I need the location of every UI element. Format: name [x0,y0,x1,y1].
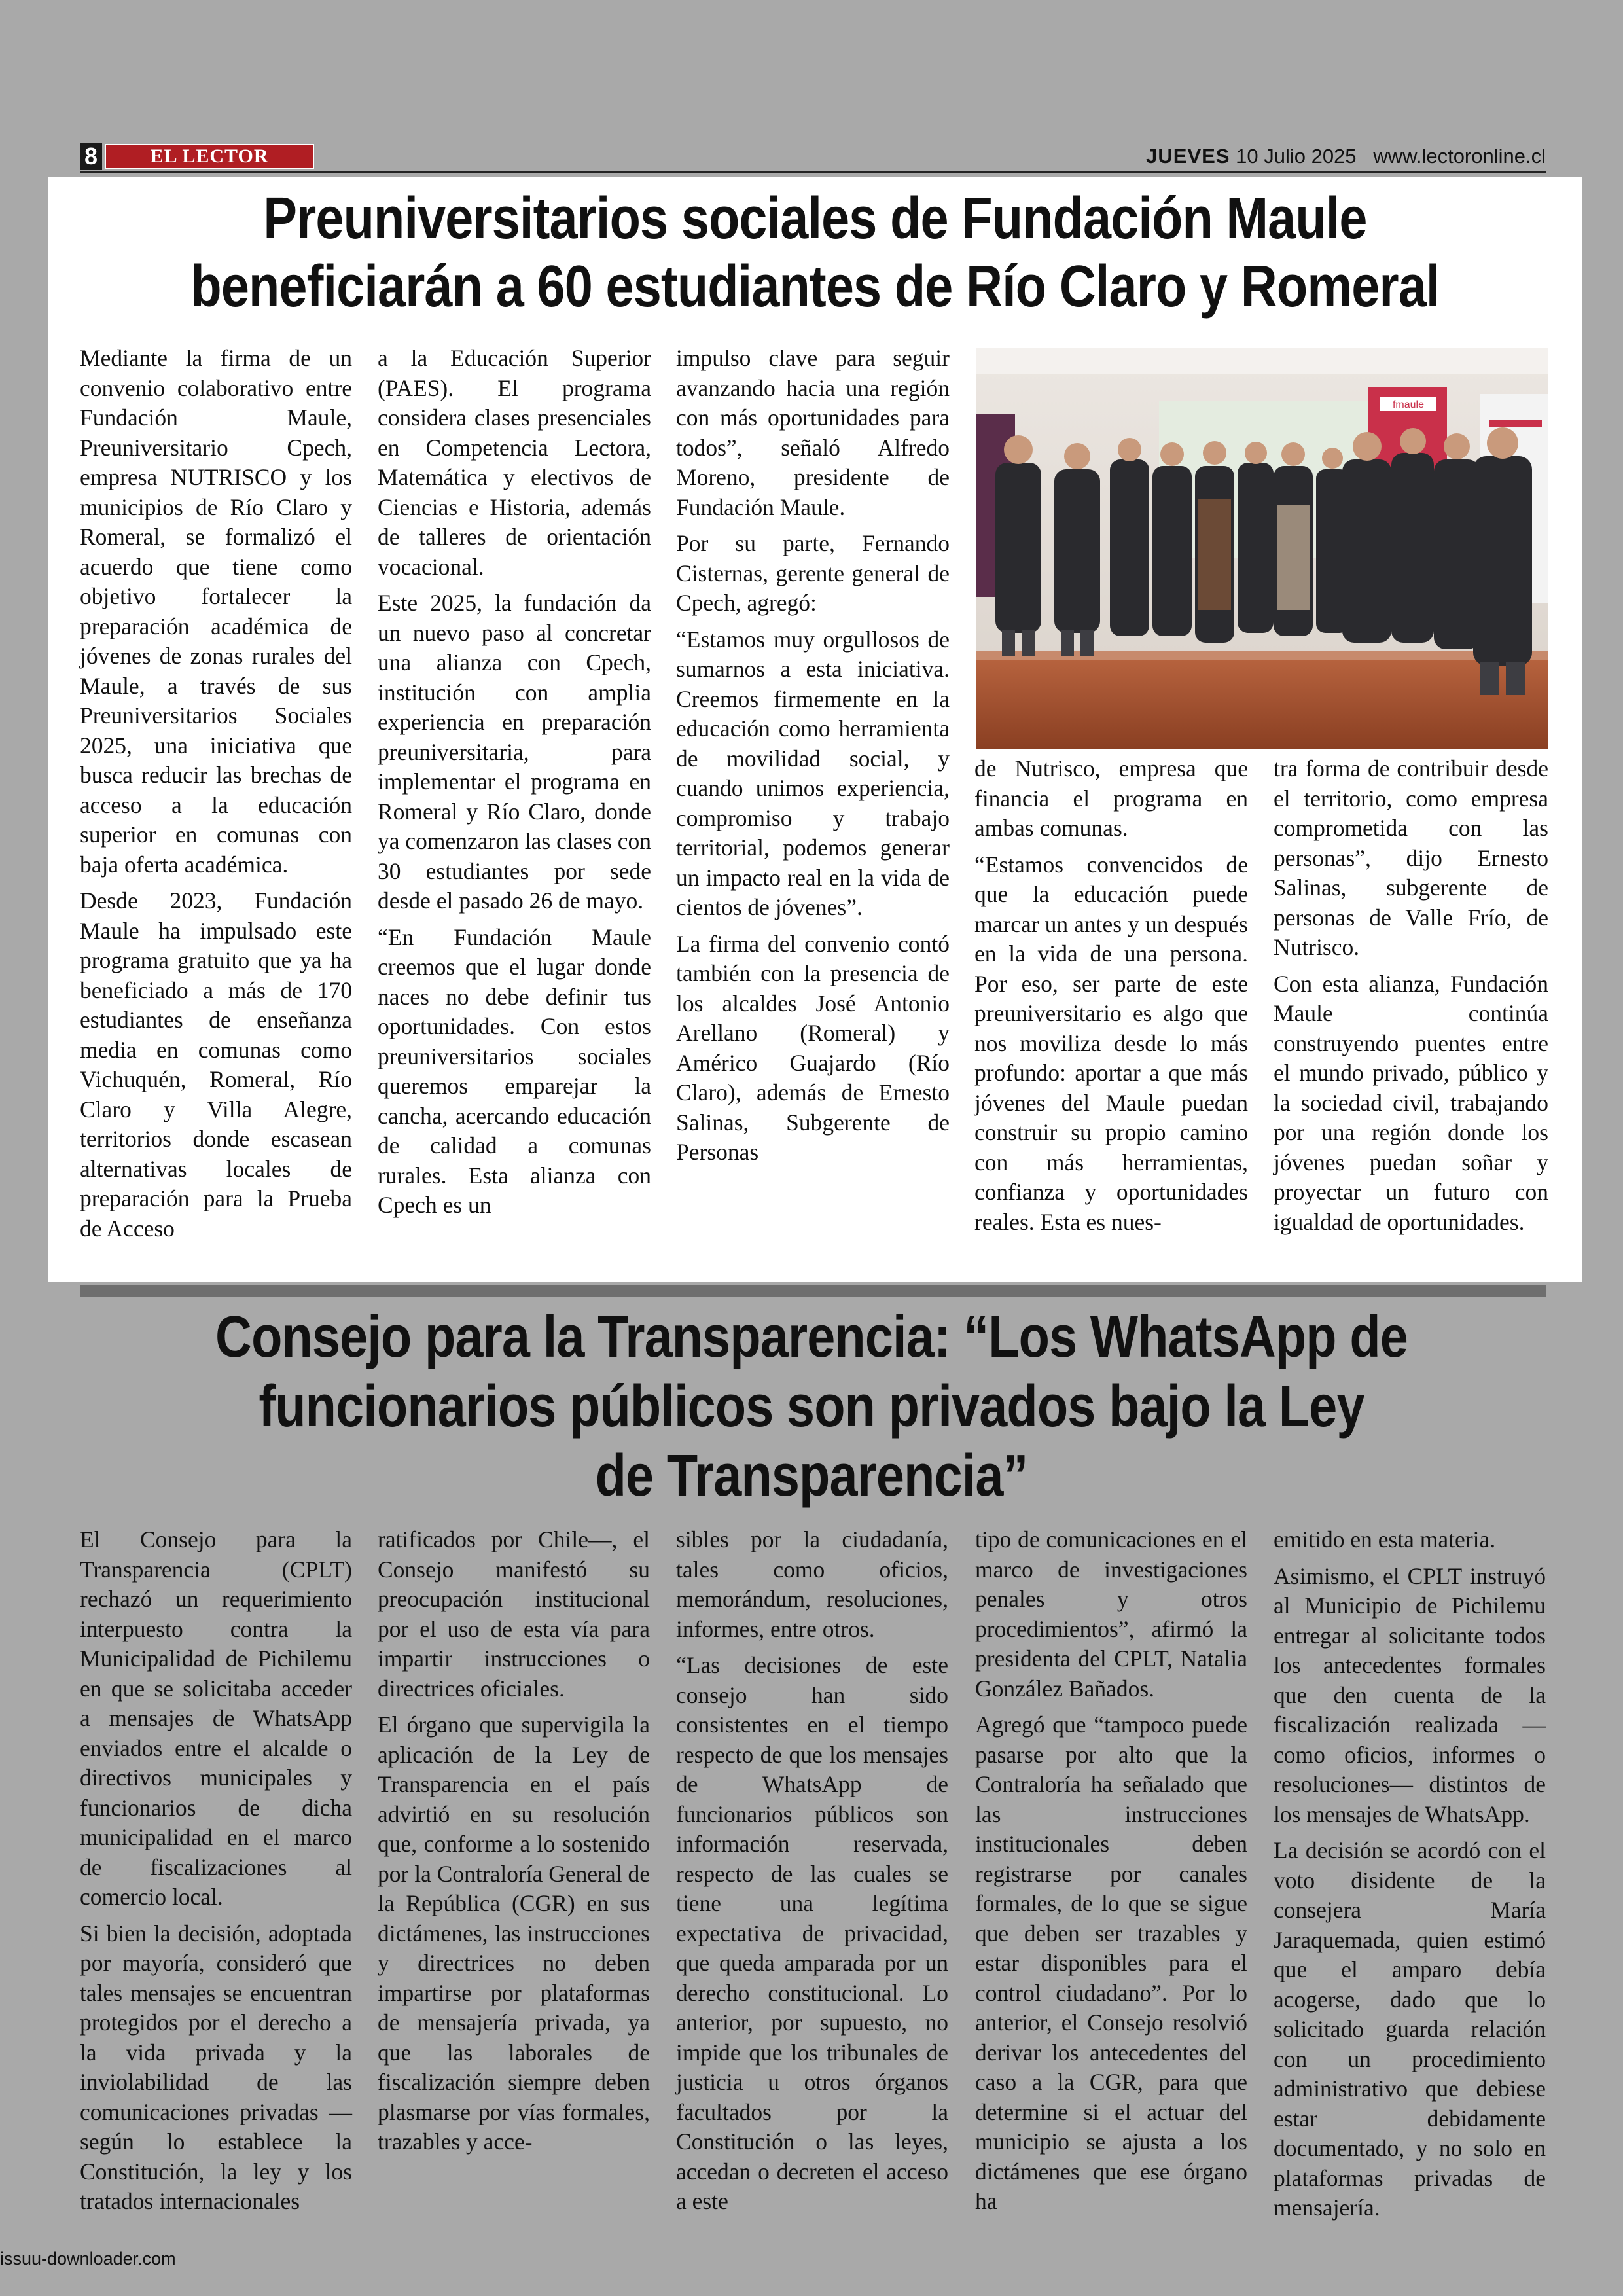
website-link[interactable]: www.lectoronline.cl [1373,145,1546,168]
paragraph: sibles por la ciudadanía, tales como oficios, memorándum, resoluciones, informes, entre otros. [676,1526,948,1642]
paragraph: Agregó que “tampoco puede pasarse por alto que la Contraloría ha señalado que las instrucciones institucionales deben registrarse por canales formales, de lo que se sigue que deben ser trazables y estar disponibles para el control ciudadano”. Por lo anterior, el Consejo resolvió derivar los antecedentes del caso a la CGR, para que determine si el actuar del municipio se ajusta a los dictámenes que ese órgano ha [975,1712,1247,2214]
article2-headline-line3: de Transparencia” [595,1443,1028,1509]
paragraph: La firma del convenio contó también con la presencia de los alcaldes José Antonio Arellano (Romeral) y Américo Guajardo (Río Claro), además de Ernesto Salinas, Subgerente de Personas [676,930,950,1165]
article1-headline-line2: beneficiarán a 60 estudiantes de Río Claro y Romeral [190,254,1440,319]
masthead [80,143,1546,173]
paragraph: tra forma de contribuir desde el territorio, como empresa comprometida con las personas”, dijo Ernesto Salinas, subgerente de personas de Valle Frío, de Nutrisco. [1274,755,1548,960]
paragraph: El órgano que supervigila la aplicación de la Ley de Transparencia en el país advirtió en su resolución que, conforme a lo sostenido por la Contraloría General de la República (CGR) en sus dictámenes, las instrucciones y directrices no deben impartirse por plataformas de mensajería privada, ya que las laborales de fiscalización siempre deben plasmarse por vías formales, trazables y acce- [378,1712,650,2155]
article2-headline-line1: Consejo para la Transparencia: “Los WhatsApp de [215,1304,1408,1370]
article1-column-1 [80,344,352,1244]
page-number: 8 [80,143,102,170]
paragraph: “Las decisiones de este consejo han sido consistentes en el tiempo respecto de que los mensajes de WhatsApp de funcionarios públicos son información reservada, respecto de las cuales se tiene una legítima expectativa de privacidad, que queda amparada por un derecho constitucional. Lo anterior, por supuesto, no impide que los tribunales de justicia u otros órganos facultados por la Constitución o las leyes, accedan o decreten el acceso a este [676,1652,948,2214]
paragraph: Mediante la firma de un convenio colaborativo entre Fundación Maule, Preuniversitario Cpech, empresa NUTRISCO y los municipios de Río Claro y Romeral, se formalizó el acuerdo que tiene como objetivo fortalecer la preparación académica de jóvenes de zonas rurales del Maule, a través de sus Preuniversitarios Sociales 2025, una iniciativa que busca reducir las brechas de acceso a la educación superior en comunas con baja oferta académica. [80,345,352,878]
article2-column-1 [80,1525,352,2217]
issue-day: JUEVES [1146,145,1230,168]
date-line [1146,143,1546,170]
paragraph: La decisión se acordó con el voto disidente de la consejera María Jaraquemada, quien estimó que el amparo debía acogerse, dado que lo solicitado guarda relación con un procedimiento administrativo que debiese estar debidamente documentado, y no solo en plataformas privadas de mensajería. [1274,1837,1546,2221]
banner-text: fmaule [1392,399,1425,410]
paragraph: “Estamos muy orgullosos de sumarnos a esta iniciativa. Creemos firmemente en la educación como herramienta de movilidad social, y cuando unimos experiencia, compromiso y trabajo territorial, podemos generar un impacto real en la vida de cientos de jóvenes”. [676,626,950,920]
paragraph: El Consejo para la Transparencia (CPLT) rechazó un requerimiento interpuesto contra la Municipalidad de Pichilemu en que se solicitaba acceder a mensajes de WhatsApp enviados entre el alcalde o directivos municipales y funcionarios de dicha municipalidad en el marco de fiscalizaciones al comercio local. [80,1526,352,1910]
paragraph: Desde 2023, Fundación Maule ha impulsado este programa gratuito que ya ha beneficiado a más de 170 estudiantes de enseñanza media en comunas como Vichuquén, Romeral, Río Claro y Villa Alegre, territorios donde escasean alternativas locales de preparación para la Prueba de Acceso [80,888,352,1242]
article1-headline [155,185,1475,321]
article2-column-2 [378,1525,650,2157]
banner-stand [1380,397,1436,411]
watermark: issuu-downloader.com [0,2249,176,2269]
paragraph: emitido en esta materia. [1274,1526,1496,1552]
section-divider [80,1285,1546,1297]
issue-date: 10 Julio 2025 [1236,145,1357,168]
paragraph: ratificados por Chile—, el Consejo manifestó su preocupación institucional por el uso de esta vía para impartir instrucciones o directrices oficiales. [378,1526,650,1702]
article1-column-5 [1274,754,1548,1237]
paragraph: a la Educación Superior (PAES). El programa considera clases presenciales en Competencia Lectora, Matemática y electivos de Ciencias e Historia, además de talleres de orientación vocacional. [378,345,651,580]
article2-column-4 [975,1525,1247,2217]
article2-column-3 [676,1525,948,2217]
paragraph: impulso clave para seguir avanzando hacia una región con más oportunidades para todos”, señaló Alfredo Moreno, presidente de Fundación Maule. [676,345,950,520]
article2-headline [114,1302,1510,1511]
article2-column-5 [1274,1525,1546,2223]
newspaper-logo: EL LECTOR [105,144,314,169]
paragraph: Asimismo, el CPLT instruyó al Municipio de Pichilemu entregar al solicitante todos los antecedentes formales que den cuenta de la fiscalización realizada —como oficios, informes o resoluciones— distintos de los mensajes de WhatsApp. [1274,1562,1546,1827]
article1-column-3 [676,344,950,1168]
article1-column-4 [974,754,1248,1237]
article2-headline-line2: funcionarios públicos son privados bajo la Ley [259,1374,1364,1439]
group-photo-image [976,348,1548,749]
paragraph: Con esta alianza, Fundación Maule continúa construyendo puentes entre el mundo privado, público y la sociedad civil, trabajando por una región donde los jóvenes puedan soñar y proyectar un futuro con igualdad de oportunidades. [1274,970,1548,1235]
paragraph: Si bien la decisión, adoptada por mayoría, consideró que tales mensajes se encuentran protegidos por el derecho a la vida privada y la inviolabilidad de las comunicaciones privadas —según lo establece la Constitución, la ley y los tratados internacionales [80,1920,352,2214]
paragraph: tipo de comunicaciones en el marco de investigaciones penales y otros procedimientos”, afirmó la presidenta del CPLT, Natalia González Bañados. [975,1526,1247,1702]
paragraph: “Estamos convencidos de que la educación puede marcar un antes y un después en la vida de una persona. Por eso, ser parte de este preuniversitario es algo que nos moviliza desde lo más profundo: aportar a que más jóvenes del Maule puedan construir su propio camino con más herramientas, confianza y oportunidades reales. Esta es nues- [974,851,1248,1235]
article1-column-2 [378,344,651,1221]
paragraph: Este 2025, la fundación da un nuevo paso al concretar una alianza con Cpech, institución con amplia experiencia en preparación preuniversitaria, para implementar el programa en Romeral y Río Claro, donde ya comenzaron las clases con 30 estudiantes por sede desde el pasado 26 de mayo. [378,590,651,914]
article1-headline-line1: Preuniversitarios sociales de Fundación Maule [263,186,1367,251]
group-photo [976,348,1548,749]
paragraph: Por su parte, Fernando Cisternas, gerente general de Cpech, agregó: [676,530,950,616]
paragraph: de Nutrisco, empresa que financia el programa en ambas comunas. [974,755,1248,841]
paragraph: “En Fundación Maule creemos que el lugar donde naces no debe definir tus oportunidades. Con estos preuniversitarios sociales queremos emparejar la cancha, acercando educación de calidad a comunas rurales. Esta alianza con Cpech es un [378,924,651,1218]
article-fundacion-maule [48,177,1582,1282]
